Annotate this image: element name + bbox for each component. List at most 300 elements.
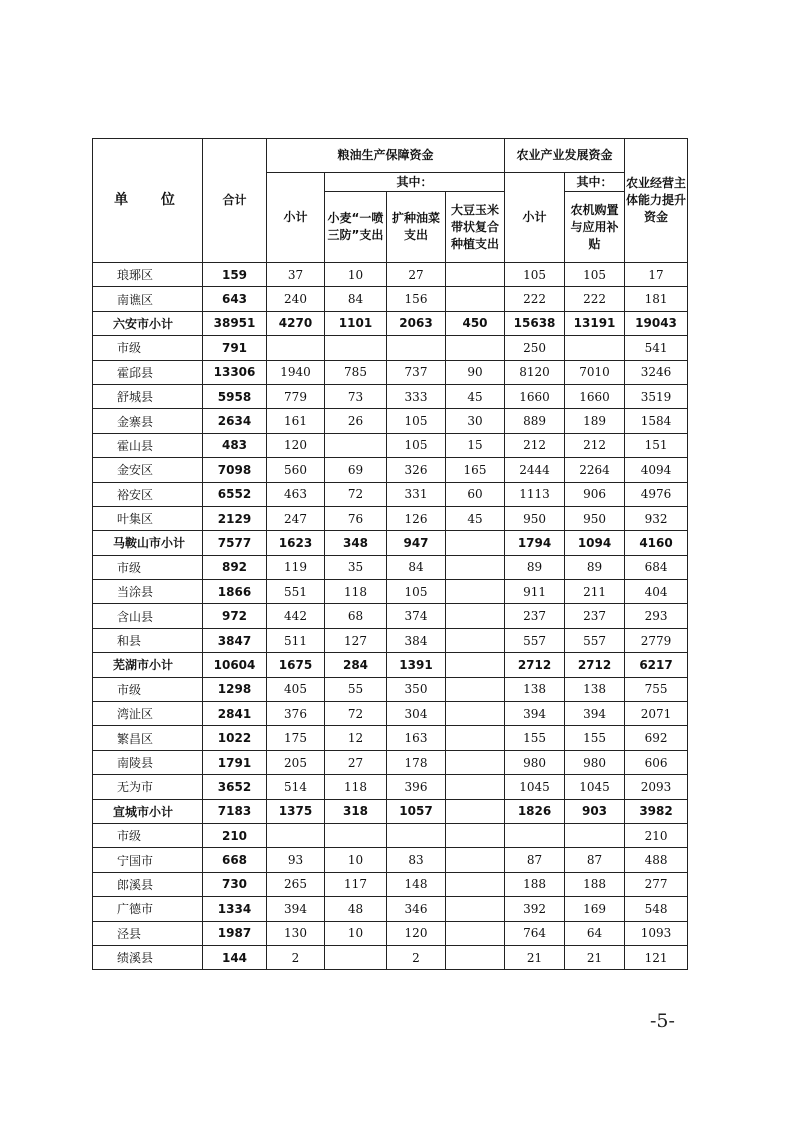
cell-capacity: 404 xyxy=(625,580,688,604)
cell-machinery: 980 xyxy=(565,750,625,774)
cell-machinery: 237 xyxy=(565,604,625,628)
cell-grain-subtotal: 205 xyxy=(267,750,325,774)
cell-wheat: 69 xyxy=(325,458,387,482)
cell-wheat: 118 xyxy=(325,775,387,799)
cell-grain-subtotal: 93 xyxy=(267,848,325,872)
cell-rapeseed: 947 xyxy=(387,531,446,555)
cell-unit: 繁昌区 xyxy=(93,726,203,750)
header-soybean: 大豆玉米带状复合种植支出 xyxy=(446,192,505,263)
cell-capacity: 181 xyxy=(625,287,688,311)
cell-unit: 湾沚区 xyxy=(93,702,203,726)
cell-wheat: 12 xyxy=(325,726,387,750)
cell-grain-subtotal: 240 xyxy=(267,287,325,311)
cell-machinery: 557 xyxy=(565,628,625,652)
cell-unit: 宣城市小计 xyxy=(93,799,203,823)
cell-grain-subtotal: 442 xyxy=(267,604,325,628)
cell-unit: 叶集区 xyxy=(93,506,203,530)
cell-unit: 当涂县 xyxy=(93,580,203,604)
cell-machinery: 169 xyxy=(565,897,625,921)
cell-rapeseed: 105 xyxy=(387,409,446,433)
cell-soybean xyxy=(446,897,505,921)
cell-total: 7577 xyxy=(203,531,267,555)
table-row xyxy=(93,409,688,433)
cell-machinery: 211 xyxy=(565,580,625,604)
cell-rapeseed: 304 xyxy=(387,702,446,726)
cell-machinery: 1660 xyxy=(565,384,625,408)
cell-capacity: 692 xyxy=(625,726,688,750)
cell-wheat: 10 xyxy=(325,848,387,872)
cell-soybean xyxy=(446,263,505,287)
cell-soybean xyxy=(446,580,505,604)
cell-industry-subtotal: 222 xyxy=(505,287,565,311)
cell-soybean: 30 xyxy=(446,409,505,433)
cell-total: 3652 xyxy=(203,775,267,799)
cell-industry-subtotal: 237 xyxy=(505,604,565,628)
cell-unit: 泾县 xyxy=(93,921,203,945)
cell-grain-subtotal: 130 xyxy=(267,921,325,945)
cell-machinery: 138 xyxy=(565,677,625,701)
cell-total: 1791 xyxy=(203,750,267,774)
cell-soybean: 450 xyxy=(446,311,505,335)
cell-industry-subtotal xyxy=(505,823,565,847)
cell-industry-subtotal: 1660 xyxy=(505,384,565,408)
cell-rapeseed: 384 xyxy=(387,628,446,652)
cell-machinery: 13191 xyxy=(565,311,625,335)
cell-capacity: 548 xyxy=(625,897,688,921)
cell-machinery: 155 xyxy=(565,726,625,750)
table-row xyxy=(93,897,688,921)
cell-rapeseed xyxy=(387,823,446,847)
table-row xyxy=(93,263,688,287)
cell-rapeseed: 163 xyxy=(387,726,446,750)
cell-unit: 含山县 xyxy=(93,604,203,628)
cell-machinery: 1045 xyxy=(565,775,625,799)
cell-total: 1334 xyxy=(203,897,267,921)
header-rapeseed: 扩种油菜支出 xyxy=(387,192,446,263)
cell-total: 5958 xyxy=(203,384,267,408)
cell-soybean xyxy=(446,823,505,847)
cell-capacity: 277 xyxy=(625,872,688,896)
cell-industry-subtotal: 21 xyxy=(505,945,565,969)
cell-capacity: 2071 xyxy=(625,702,688,726)
cell-rapeseed: 83 xyxy=(387,848,446,872)
cell-soybean: 165 xyxy=(446,458,505,482)
cell-wheat: 26 xyxy=(325,409,387,433)
cell-grain-subtotal: 514 xyxy=(267,775,325,799)
cell-machinery: 1094 xyxy=(565,531,625,555)
cell-total: 159 xyxy=(203,263,267,287)
cell-grain-subtotal: 265 xyxy=(267,872,325,896)
table-subtotal-row xyxy=(93,799,688,823)
table-row xyxy=(93,384,688,408)
cell-unit: 芜湖市小计 xyxy=(93,653,203,677)
cell-total: 791 xyxy=(203,336,267,360)
cell-unit: 宁国市 xyxy=(93,848,203,872)
cell-industry-subtotal: 250 xyxy=(505,336,565,360)
cell-machinery: 7010 xyxy=(565,360,625,384)
cell-capacity: 151 xyxy=(625,433,688,457)
cell-rapeseed: 105 xyxy=(387,580,446,604)
table-body xyxy=(93,263,688,970)
cell-unit: 市级 xyxy=(93,555,203,579)
cell-industry-subtotal: 1045 xyxy=(505,775,565,799)
cell-capacity: 2779 xyxy=(625,628,688,652)
cell-unit: 裕安区 xyxy=(93,482,203,506)
cell-total: 3847 xyxy=(203,628,267,652)
cell-grain-subtotal: 4270 xyxy=(267,311,325,335)
cell-capacity: 4094 xyxy=(625,458,688,482)
cell-soybean xyxy=(446,945,505,969)
cell-capacity: 3982 xyxy=(625,799,688,823)
cell-machinery: 394 xyxy=(565,702,625,726)
table-row xyxy=(93,775,688,799)
cell-grain-subtotal: 511 xyxy=(267,628,325,652)
cell-capacity: 210 xyxy=(625,823,688,847)
cell-wheat: 84 xyxy=(325,287,387,311)
cell-grain-subtotal: 37 xyxy=(267,263,325,287)
cell-machinery: 903 xyxy=(565,799,625,823)
cell-industry-subtotal: 1113 xyxy=(505,482,565,506)
cell-rapeseed: 737 xyxy=(387,360,446,384)
cell-total: 10604 xyxy=(203,653,267,677)
cell-industry-subtotal: 138 xyxy=(505,677,565,701)
header-industry-of-which: 其中： xyxy=(565,173,625,192)
cell-capacity: 1093 xyxy=(625,921,688,945)
cell-rapeseed: 2 xyxy=(387,945,446,969)
cell-machinery: 2264 xyxy=(565,458,625,482)
cell-soybean xyxy=(446,604,505,628)
cell-capacity: 606 xyxy=(625,750,688,774)
cell-unit: 金寨县 xyxy=(93,409,203,433)
cell-wheat: 117 xyxy=(325,872,387,896)
cell-capacity: 17 xyxy=(625,263,688,287)
cell-capacity: 121 xyxy=(625,945,688,969)
cell-machinery xyxy=(565,336,625,360)
cell-rapeseed: 1057 xyxy=(387,799,446,823)
cell-rapeseed: 120 xyxy=(387,921,446,945)
table-row xyxy=(93,604,688,628)
cell-wheat: 318 xyxy=(325,799,387,823)
cell-unit: 广德市 xyxy=(93,897,203,921)
table-row xyxy=(93,702,688,726)
cell-total: 1298 xyxy=(203,677,267,701)
cell-total: 6552 xyxy=(203,482,267,506)
cell-rapeseed: 350 xyxy=(387,677,446,701)
cell-machinery: 21 xyxy=(565,945,625,969)
cell-total: 7183 xyxy=(203,799,267,823)
cell-grain-subtotal: 463 xyxy=(267,482,325,506)
cell-machinery: 950 xyxy=(565,506,625,530)
cell-industry-subtotal: 2444 xyxy=(505,458,565,482)
cell-rapeseed: 374 xyxy=(387,604,446,628)
cell-unit: 和县 xyxy=(93,628,203,652)
cell-rapeseed: 84 xyxy=(387,555,446,579)
table-header xyxy=(93,139,688,263)
cell-wheat: 76 xyxy=(325,506,387,530)
cell-rapeseed: 346 xyxy=(387,897,446,921)
table-row xyxy=(93,482,688,506)
cell-machinery: 222 xyxy=(565,287,625,311)
cell-grain-subtotal: 120 xyxy=(267,433,325,457)
cell-machinery: 87 xyxy=(565,848,625,872)
cell-rapeseed: 126 xyxy=(387,506,446,530)
cell-total: 2129 xyxy=(203,506,267,530)
cell-total: 13306 xyxy=(203,360,267,384)
cell-soybean xyxy=(446,336,505,360)
cell-soybean: 60 xyxy=(446,482,505,506)
cell-capacity: 488 xyxy=(625,848,688,872)
header-industry-fund: 农业产业发展资金 xyxy=(505,139,625,173)
cell-wheat: 35 xyxy=(325,555,387,579)
table-row xyxy=(93,287,688,311)
table-subtotal-row xyxy=(93,653,688,677)
table-subtotal-row xyxy=(93,311,688,335)
cell-unit: 郎溪县 xyxy=(93,872,203,896)
cell-capacity: 684 xyxy=(625,555,688,579)
cell-grain-subtotal: 247 xyxy=(267,506,325,530)
page-number: -5- xyxy=(650,1010,675,1032)
cell-capacity: 4160 xyxy=(625,531,688,555)
header-grain-subtotal: 小计 xyxy=(267,173,325,263)
cell-machinery: 906 xyxy=(565,482,625,506)
cell-grain-subtotal: 560 xyxy=(267,458,325,482)
cell-wheat: 27 xyxy=(325,750,387,774)
table-row xyxy=(93,677,688,701)
header-unit: 单 位 xyxy=(93,139,203,263)
cell-rapeseed: 27 xyxy=(387,263,446,287)
cell-industry-subtotal: 394 xyxy=(505,702,565,726)
cell-capacity: 2093 xyxy=(625,775,688,799)
cell-grain-subtotal: 1940 xyxy=(267,360,325,384)
cell-unit: 琅琊区 xyxy=(93,263,203,287)
cell-grain-subtotal: 1675 xyxy=(267,653,325,677)
cell-capacity: 3519 xyxy=(625,384,688,408)
cell-wheat: 48 xyxy=(325,897,387,921)
cell-wheat: 785 xyxy=(325,360,387,384)
cell-wheat: 73 xyxy=(325,384,387,408)
cell-machinery: 212 xyxy=(565,433,625,457)
cell-soybean xyxy=(446,653,505,677)
cell-total: 483 xyxy=(203,433,267,457)
table-row xyxy=(93,580,688,604)
cell-wheat: 10 xyxy=(325,263,387,287)
cell-unit: 市级 xyxy=(93,823,203,847)
cell-industry-subtotal: 889 xyxy=(505,409,565,433)
cell-industry-subtotal: 950 xyxy=(505,506,565,530)
cell-rapeseed: 331 xyxy=(387,482,446,506)
table-row xyxy=(93,750,688,774)
cell-machinery: 188 xyxy=(565,872,625,896)
cell-industry-subtotal: 155 xyxy=(505,726,565,750)
cell-grain-subtotal: 1623 xyxy=(267,531,325,555)
cell-soybean: 15 xyxy=(446,433,505,457)
cell-soybean: 45 xyxy=(446,506,505,530)
cell-unit: 南谯区 xyxy=(93,287,203,311)
table-row xyxy=(93,921,688,945)
cell-industry-subtotal: 8120 xyxy=(505,360,565,384)
cell-total: 7098 xyxy=(203,458,267,482)
header-capacity-fund: 农业经营主体能力提升资金 xyxy=(625,139,688,263)
cell-grain-subtotal: 376 xyxy=(267,702,325,726)
cell-soybean xyxy=(446,921,505,945)
cell-unit: 金安区 xyxy=(93,458,203,482)
cell-soybean xyxy=(446,799,505,823)
table-row xyxy=(93,945,688,969)
cell-industry-subtotal: 557 xyxy=(505,628,565,652)
cell-industry-subtotal: 15638 xyxy=(505,311,565,335)
cell-industry-subtotal: 764 xyxy=(505,921,565,945)
cell-industry-subtotal: 105 xyxy=(505,263,565,287)
cell-grain-subtotal: 161 xyxy=(267,409,325,433)
cell-capacity: 541 xyxy=(625,336,688,360)
cell-grain-subtotal: 1375 xyxy=(267,799,325,823)
cell-soybean xyxy=(446,677,505,701)
cell-wheat: 72 xyxy=(325,702,387,726)
table-row xyxy=(93,506,688,530)
table-row xyxy=(93,872,688,896)
cell-total: 1022 xyxy=(203,726,267,750)
cell-rapeseed: 333 xyxy=(387,384,446,408)
cell-machinery: 105 xyxy=(565,263,625,287)
cell-grain-subtotal: 119 xyxy=(267,555,325,579)
cell-capacity: 932 xyxy=(625,506,688,530)
cell-unit: 马鞍山市小计 xyxy=(93,531,203,555)
cell-wheat: 55 xyxy=(325,677,387,701)
cell-unit: 市级 xyxy=(93,336,203,360)
cell-total: 892 xyxy=(203,555,267,579)
cell-grain-subtotal: 394 xyxy=(267,897,325,921)
cell-industry-subtotal: 911 xyxy=(505,580,565,604)
cell-wheat xyxy=(325,433,387,457)
cell-machinery: 64 xyxy=(565,921,625,945)
cell-total: 2841 xyxy=(203,702,267,726)
cell-industry-subtotal: 980 xyxy=(505,750,565,774)
header-machinery: 农机购置与应用补贴 xyxy=(565,192,625,263)
cell-soybean xyxy=(446,872,505,896)
cell-rapeseed: 396 xyxy=(387,775,446,799)
cell-capacity: 3246 xyxy=(625,360,688,384)
cell-rapeseed: 105 xyxy=(387,433,446,457)
table-row xyxy=(93,628,688,652)
cell-rapeseed: 1391 xyxy=(387,653,446,677)
header-grain-oil-fund: 粮油生产保障资金 xyxy=(267,139,505,173)
cell-unit: 六安市小计 xyxy=(93,311,203,335)
cell-grain-subtotal: 175 xyxy=(267,726,325,750)
table-row xyxy=(93,555,688,579)
cell-machinery: 89 xyxy=(565,555,625,579)
cell-total: 972 xyxy=(203,604,267,628)
fund-allocation-table xyxy=(92,138,688,970)
cell-unit: 霍邱县 xyxy=(93,360,203,384)
cell-wheat: 10 xyxy=(325,921,387,945)
cell-unit: 市级 xyxy=(93,677,203,701)
cell-grain-subtotal: 779 xyxy=(267,384,325,408)
header-total: 合计 xyxy=(203,139,267,263)
cell-wheat xyxy=(325,336,387,360)
cell-wheat xyxy=(325,945,387,969)
cell-total: 38951 xyxy=(203,311,267,335)
cell-industry-subtotal: 188 xyxy=(505,872,565,896)
header-wheat: 小麦“一喷三防”支出 xyxy=(325,192,387,263)
cell-soybean xyxy=(446,775,505,799)
cell-total: 144 xyxy=(203,945,267,969)
cell-industry-subtotal: 89 xyxy=(505,555,565,579)
cell-rapeseed: 148 xyxy=(387,872,446,896)
cell-soybean xyxy=(446,848,505,872)
cell-capacity: 19043 xyxy=(625,311,688,335)
cell-rapeseed: 2063 xyxy=(387,311,446,335)
cell-total: 643 xyxy=(203,287,267,311)
cell-capacity: 6217 xyxy=(625,653,688,677)
cell-wheat: 72 xyxy=(325,482,387,506)
cell-soybean xyxy=(446,531,505,555)
cell-soybean xyxy=(446,287,505,311)
cell-wheat: 1101 xyxy=(325,311,387,335)
table-row xyxy=(93,360,688,384)
cell-soybean xyxy=(446,750,505,774)
header-industry-subtotal: 小计 xyxy=(505,173,565,263)
cell-grain-subtotal: 2 xyxy=(267,945,325,969)
cell-rapeseed: 326 xyxy=(387,458,446,482)
cell-capacity: 293 xyxy=(625,604,688,628)
cell-grain-subtotal xyxy=(267,823,325,847)
table-row xyxy=(93,458,688,482)
table-row xyxy=(93,336,688,360)
cell-wheat: 68 xyxy=(325,604,387,628)
cell-industry-subtotal: 1794 xyxy=(505,531,565,555)
cell-rapeseed: 156 xyxy=(387,287,446,311)
cell-wheat: 284 xyxy=(325,653,387,677)
cell-soybean: 45 xyxy=(446,384,505,408)
cell-soybean xyxy=(446,726,505,750)
cell-wheat: 348 xyxy=(325,531,387,555)
header-grain-of-which: 其中： xyxy=(325,173,505,192)
cell-unit: 霍山县 xyxy=(93,433,203,457)
cell-grain-subtotal: 551 xyxy=(267,580,325,604)
cell-industry-subtotal: 212 xyxy=(505,433,565,457)
table-row xyxy=(93,726,688,750)
cell-grain-subtotal xyxy=(267,336,325,360)
cell-machinery: 189 xyxy=(565,409,625,433)
cell-wheat xyxy=(325,823,387,847)
cell-grain-subtotal: 405 xyxy=(267,677,325,701)
cell-total: 210 xyxy=(203,823,267,847)
cell-capacity: 755 xyxy=(625,677,688,701)
cell-soybean xyxy=(446,555,505,579)
cell-unit: 无为市 xyxy=(93,775,203,799)
cell-total: 730 xyxy=(203,872,267,896)
cell-unit: 舒城县 xyxy=(93,384,203,408)
cell-total: 668 xyxy=(203,848,267,872)
cell-capacity: 4976 xyxy=(625,482,688,506)
table-row xyxy=(93,433,688,457)
cell-soybean: 90 xyxy=(446,360,505,384)
cell-capacity: 1584 xyxy=(625,409,688,433)
cell-industry-subtotal: 2712 xyxy=(505,653,565,677)
cell-machinery xyxy=(565,823,625,847)
cell-industry-subtotal: 87 xyxy=(505,848,565,872)
table-row xyxy=(93,848,688,872)
cell-industry-subtotal: 1826 xyxy=(505,799,565,823)
cell-machinery: 2712 xyxy=(565,653,625,677)
cell-rapeseed: 178 xyxy=(387,750,446,774)
cell-industry-subtotal: 392 xyxy=(505,897,565,921)
cell-wheat: 118 xyxy=(325,580,387,604)
cell-total: 1987 xyxy=(203,921,267,945)
table-subtotal-row xyxy=(93,531,688,555)
cell-total: 2634 xyxy=(203,409,267,433)
cell-total: 1866 xyxy=(203,580,267,604)
